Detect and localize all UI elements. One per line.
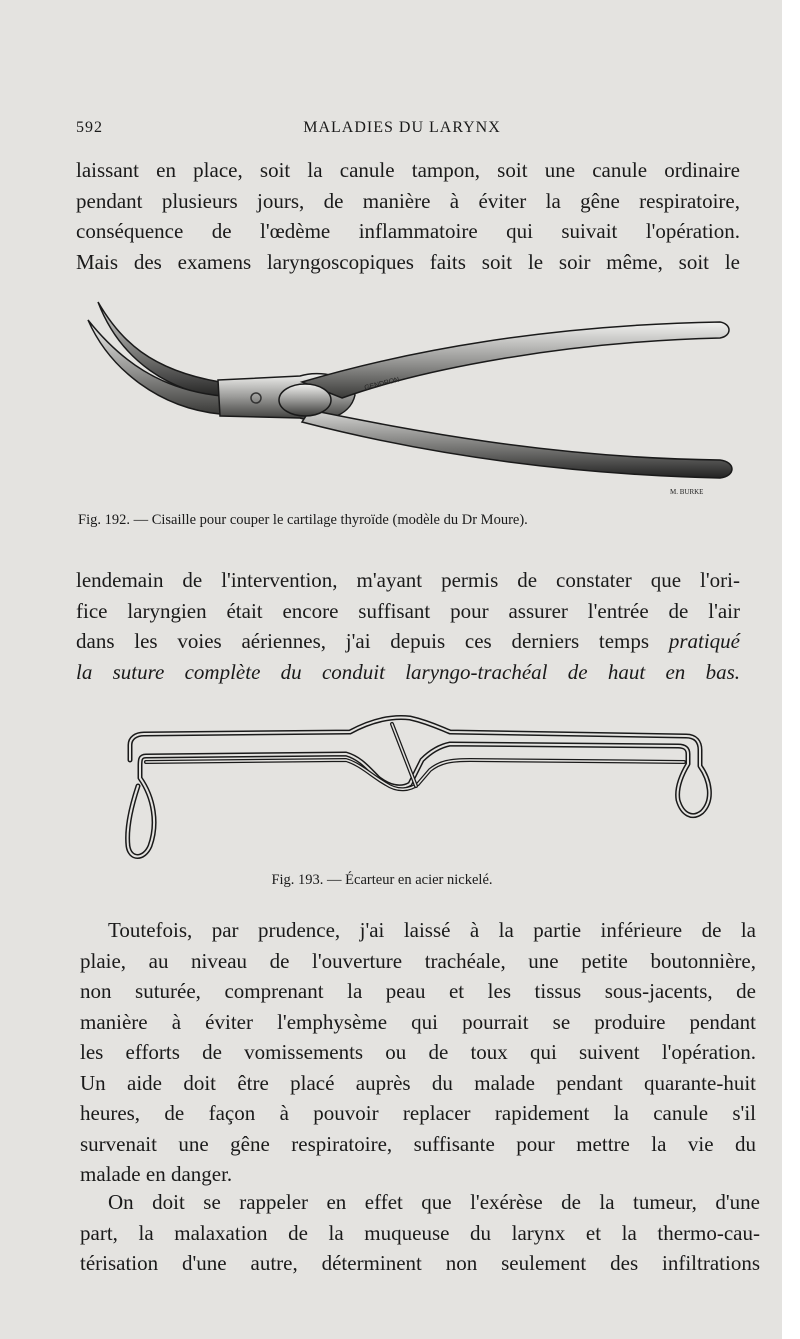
text-line: pendant plusieurs jours, de manière à éviter la gêne respiratoire, [76,188,740,213]
running-header [76,119,728,143]
text-line: manière à éviter l'emphysème qui pourrait se produire pendant [80,1009,756,1034]
paragraph-3 [80,915,756,1190]
running-title: MALADIES DU LARYNX [303,119,501,136]
text-line: Toutefois, par prudence, j'ai laissé à la partie inférieure de la [108,918,756,942]
text-segment: dans les voies aériennes, j'ai depuis ces derniers temps [76,629,650,653]
text-line: fice laryngien était encore suffisant pour assurer l'entrée de l'air [76,598,740,623]
shears-illustration [80,290,750,500]
text-line: non suturée, comprenant la peau et les tissus sous-jacents, de [80,979,756,1003]
text-line: laissant en place, soit la canule tampon, soit une canule ordinaire [76,158,740,182]
text-line: la suture complète du conduit laryngo-trachéal de haut en bas. [76,659,740,684]
retractor-illustration [110,700,730,875]
figure-193-caption: Fig. 193. — Écarteur en acier nickelé. [271,872,493,888]
paragraph-1 [76,155,740,277]
figure-192-shears [80,290,750,500]
paragraph-2 [76,565,740,687]
text-line: térisation d'une autre, déterminent non seulement des infiltrations [80,1251,760,1275]
page-number: 592 [76,119,103,136]
text-line: les efforts de vomissements ou de toux qui suivent l'opération. [80,1040,756,1064]
text-line: plaie, au niveau de l'ouverture trachéale, une petite boutonnière, [80,948,756,973]
text-line: survenait une gêne respiratoire, suffisante pour mettre la vie du [80,1131,756,1156]
page-edge [782,0,800,1339]
text-line: lendemain de l'intervention, m'ayant permis de constater que l'ori- [76,568,740,592]
text-line: malade en danger. [80,1162,233,1186]
text-line: conséquence de l'œdème inflammatoire qui suivait l'opération. [76,219,740,243]
maker-stamp: GENDRON [363,376,401,392]
figure-193-retractor [110,700,730,875]
text-line: heures, de façon à pouvoir replacer rapidement la canule s'il [80,1101,756,1125]
text-line: Mais des examens laryngoscopiques faits soit le soir même, soit le [76,249,740,274]
figure-192-caption: Fig. 192. — Cisaille pour couper le cartilage thyroïde (modèle du Dr Moure). [78,512,528,528]
text-line: On doit se rappeler en effet que l'exérèse de la tumeur, d'une [108,1190,760,1214]
text-line: Un aide doit être placé auprès du malade pendant quarante-huit [80,1070,756,1095]
paragraph-4 [80,1187,760,1279]
engraver-signature: M. BURKE [670,488,704,496]
text-line: part, la malaxation de la muqueuse du larynx et la thermo-cau- [80,1220,760,1245]
text-line [76,626,740,657]
italic-word: pratiqué [668,629,740,653]
